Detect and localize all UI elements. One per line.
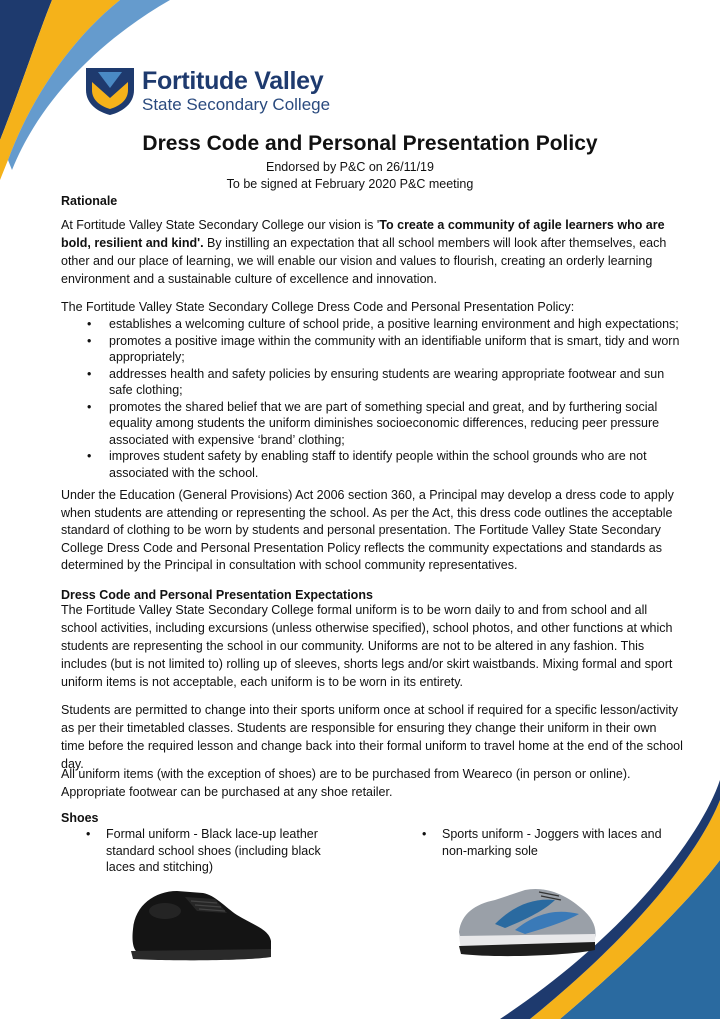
- policy-intro: The Fortitude Valley State Secondary College Dress Code and Personal Presentation Policy:: [61, 300, 575, 314]
- vision-text-start: At Fortitude Valley State Secondary College our vision is ': [61, 218, 380, 232]
- purchase-paragraph: All uniform items (with the exception of shoes) are to be purchased from Weareco (in person or online). Appropriate footwear can be purchased at any shoe retailer.: [61, 767, 631, 799]
- formal-shoe-description: • Formal uniform - Black lace-up leather standard school shoes (including black laces and stitching): [82, 826, 326, 876]
- vision-paragraph: [61, 216, 683, 288]
- sports-shoe-description: • Sports uniform - Joggers with laces and non-marking sole: [418, 826, 672, 859]
- signing-line: To be signed at February 2020 P&C meeting: [226, 177, 474, 191]
- logo-name: Fortitude Valley: [142, 67, 324, 95]
- sports-uniform-paragraph: Students are permitted to change into their sports uniform once at school if required for a specific lesson/activity as per their timetabled classes. Students are responsible for ensuring they change their uniform in their own time before the required lesson and change back into their formal uniform to travel home at the end of the school day.: [61, 703, 683, 771]
- formal-uniform-paragraph: The Fortitude Valley State Secondary College formal uniform is to be worn daily to and from school and all school activities, including excursions (unless otherwise specified), school photos, and other functions at which students are representing the school in our community. Uniforms are not to be altered in any fashion. This includes (but is not limited to) rolling up of sleeves, shorts legs and/or skirt waistbands. Mixing formal and sport uniform items is not acceptable, each uniform is to be worn in its entirety.: [61, 603, 673, 689]
- formal-black-shoe-image: [125, 885, 275, 965]
- act-paragraph: Under the Education (General Provisions) Act 2006 section 360, a Principal may develop a dress code to apply when students are attending or representing the school. As per the Act, this dress code outlines the acceptable standard of clothing to be worn by students and personal presentation. The Fortitude Valley State Secondary College Dress Code and Personal Presentation Policy reflects the community expectations and standards as determined by the Principal in consultation with school community representatives.: [61, 488, 674, 572]
- vision-statement: To create a community of agile learners who are bold, resilient and kind'.: [61, 218, 665, 250]
- endorsed-line: Endorsed by P&C on 26/11/19: [266, 160, 434, 174]
- list-item: • addresses health and safety policies by ensuring students are wearing appropriate footwear and sun safe clothing;: [61, 366, 683, 399]
- policy-bullet-list: [61, 316, 683, 481]
- page-title: Dress Code and Personal Presentation Policy: [142, 132, 598, 155]
- list-item: • improves student safety by enabling staff to identify people within the school grounds who are not associated with the school.: [61, 448, 683, 481]
- list-item: • promotes the shared belief that we are part of something special and great, and by furthering social equality among students the uniform diminishes socioeconomic differences, reducing peer pressure associated with expensive ‘brand’ clothing;: [61, 399, 683, 449]
- vision-text-end: By instilling an expectation that all school members will look after themselves, each other and our place of learning, we will enable our vision and values to flourish, creating an orderly learning environment and a sustainable culture of excellence and innovation.: [61, 236, 667, 286]
- expectations-heading: Dress Code and Personal Presentation Expectations: [61, 588, 373, 602]
- logo-subtitle: State Secondary College: [142, 95, 331, 114]
- list-item: • promotes a positive image within the community with an identifiable uniform that is smart, tidy and worn appropriately;: [61, 333, 683, 366]
- list-item: • establishes a welcoming culture of school pride, a positive learning environment and high expectations;: [61, 316, 683, 333]
- sports-jogger-image: [455, 884, 600, 959]
- college-logo: [84, 66, 330, 116]
- shoes-heading: Shoes: [61, 811, 99, 825]
- rationale-heading: Rationale: [61, 194, 118, 208]
- shield-icon: [84, 66, 136, 116]
